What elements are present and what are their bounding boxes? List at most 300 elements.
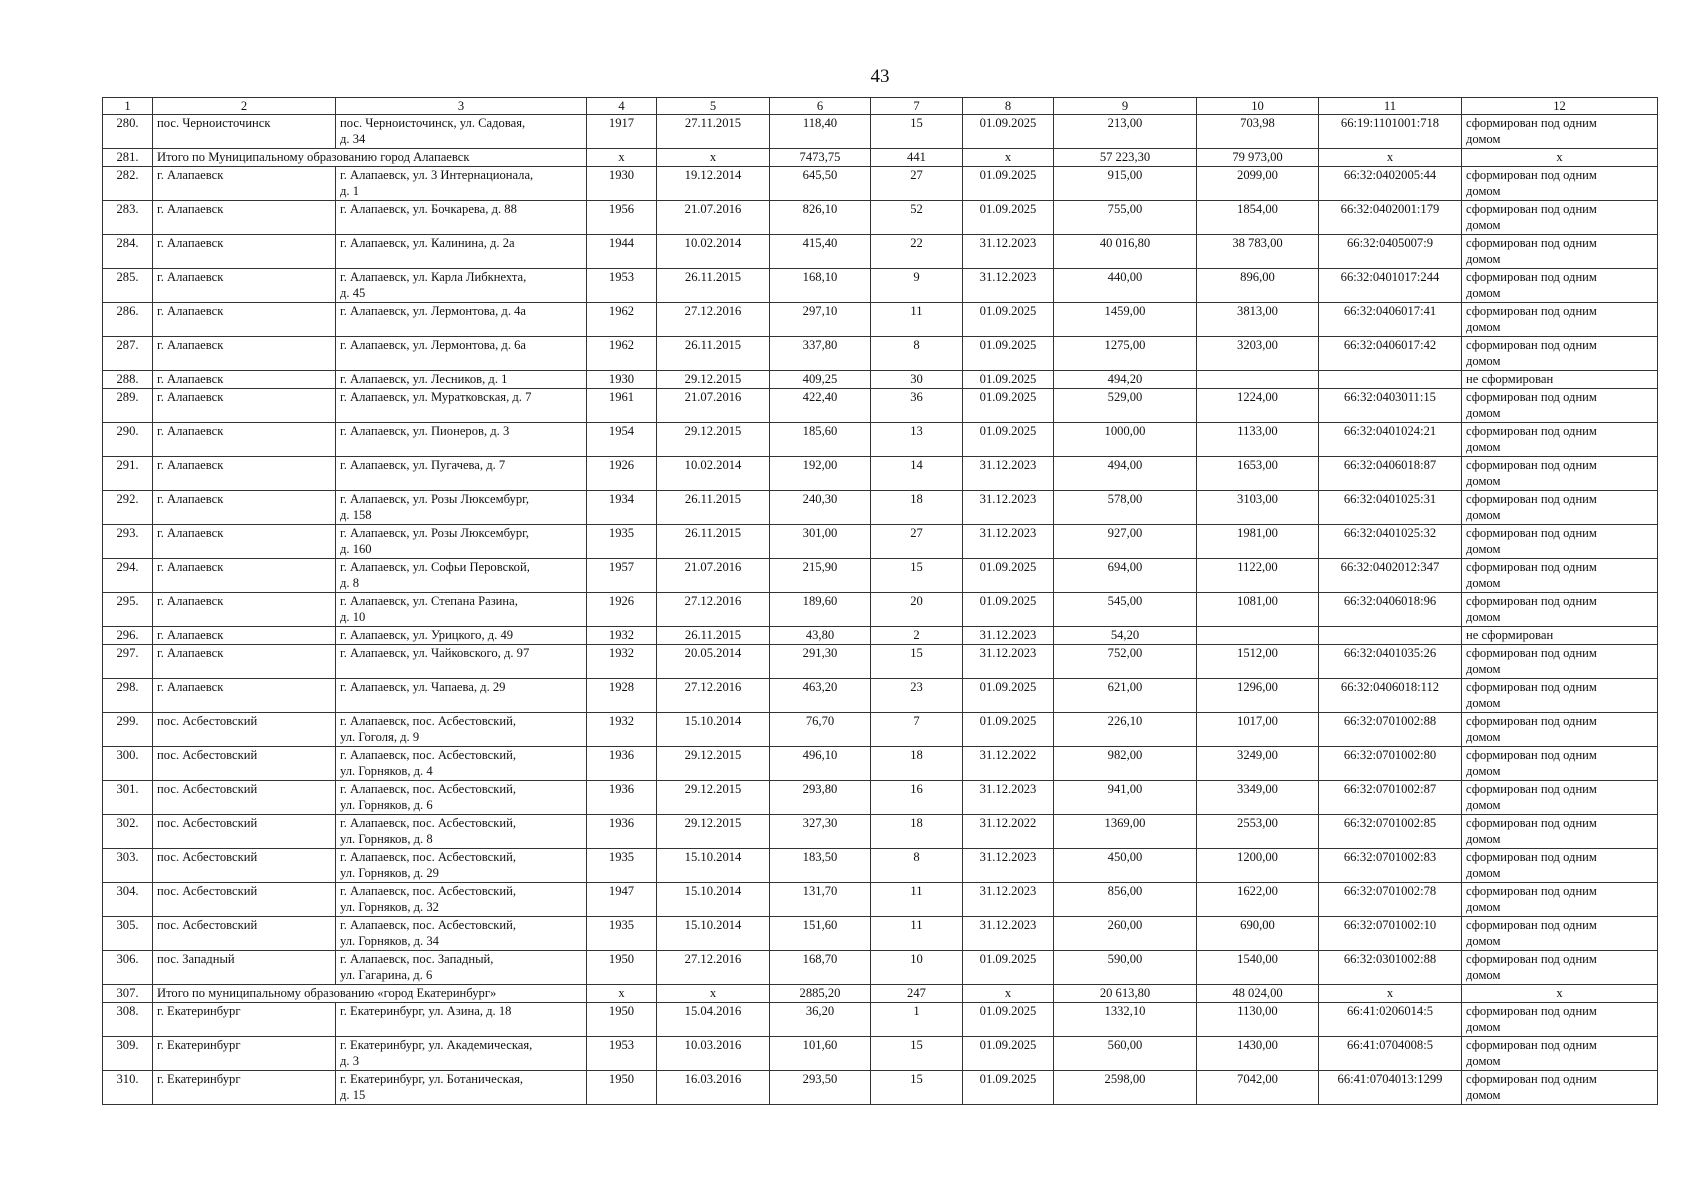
settlement-cell: пос. Асбестовский [153, 781, 336, 815]
deadline-cell: 01.09.2025 [963, 389, 1054, 423]
address-line: д. 1 [340, 184, 360, 198]
cadastre-cell: 66:32:0406017:41 [1319, 303, 1462, 337]
row-number: 283. [103, 201, 153, 235]
table-row [103, 1003, 1658, 1037]
date-cell: х [657, 149, 770, 167]
status-cell [1462, 627, 1658, 645]
year-cell: 1961 [587, 389, 657, 423]
deadline-cell: 01.09.2025 [963, 1071, 1054, 1105]
settlement-cell: г. Алапаевск [153, 371, 336, 389]
date-cell: 27.12.2016 [657, 951, 770, 985]
row-number: 289. [103, 389, 153, 423]
sum1-cell: 450,00 [1054, 849, 1197, 883]
year-cell: 1934 [587, 491, 657, 525]
status-cell [1462, 269, 1658, 303]
deadline-cell: 01.09.2025 [963, 1003, 1054, 1037]
status-line: домом [1466, 662, 1501, 676]
table-row [103, 1037, 1658, 1071]
table-row [103, 747, 1658, 781]
cadastre-cell: х [1319, 985, 1462, 1003]
address-line: ул. Горняков, д. 4 [340, 764, 433, 778]
settlement-cell: г. Алапаевск [153, 303, 336, 337]
address-line: г. Алапаевск, ул. Мурaтковская, д. 7 [340, 390, 532, 404]
table-row [103, 371, 1658, 389]
row-number: 307. [103, 985, 153, 1003]
settlement-cell: г. Алапаевск [153, 457, 336, 491]
table-row [103, 713, 1658, 747]
status-line: сформирован под одним [1466, 782, 1597, 796]
area-cell: 185,60 [770, 423, 871, 457]
address-line: д. 45 [340, 286, 366, 300]
status-line: домом [1466, 184, 1501, 198]
row-number: 297. [103, 645, 153, 679]
row-number: 281. [103, 149, 153, 167]
sum1-cell: 982,00 [1054, 747, 1197, 781]
address-cell [336, 525, 587, 559]
row-number: 282. [103, 167, 153, 201]
deadline-cell: 01.09.2025 [963, 337, 1054, 371]
deadline-cell: 01.09.2025 [963, 593, 1054, 627]
table-row [103, 303, 1658, 337]
status-line: домом [1466, 508, 1501, 522]
status-line: домом [1466, 968, 1501, 982]
subtotal-label: Итого по Муниципальному образованию город Алапаевск [153, 149, 587, 167]
sum2-cell: 896,00 [1197, 269, 1319, 303]
deadline-cell: 31.12.2023 [963, 645, 1054, 679]
status-line: домом [1466, 730, 1501, 744]
deadline-cell: 01.09.2025 [963, 371, 1054, 389]
table-row [103, 1071, 1658, 1105]
row-number: 305. [103, 917, 153, 951]
address-line: ул. Гагарина, д. 6 [340, 968, 433, 982]
area-cell: 240,30 [770, 491, 871, 525]
count-cell: 11 [871, 917, 963, 951]
status-cell: х [1462, 985, 1658, 1003]
column-number-cell: 5 [657, 98, 770, 115]
count-cell: 15 [871, 559, 963, 593]
address-line: г. Алапаевск, ул. Розы Люксембург, [340, 492, 530, 506]
status-line: домом [1466, 132, 1501, 146]
area-cell: 215,90 [770, 559, 871, 593]
table-row [103, 559, 1658, 593]
status-cell [1462, 917, 1658, 951]
settlement-cell: пос. Западный [153, 951, 336, 985]
table-row [103, 951, 1658, 985]
address-line: д. 160 [340, 542, 372, 556]
address-cell [336, 713, 587, 747]
housing-register-table [102, 97, 1658, 1105]
area-cell: 415,40 [770, 235, 871, 269]
table-row [103, 849, 1658, 883]
table-row [103, 423, 1658, 457]
row-number: 292. [103, 491, 153, 525]
cadastre-cell: 66:32:0401025:32 [1319, 525, 1462, 559]
sum1-cell: 752,00 [1054, 645, 1197, 679]
area-cell: 189,60 [770, 593, 871, 627]
deadline-cell: 01.09.2025 [963, 1037, 1054, 1071]
deadline-cell: 01.09.2025 [963, 559, 1054, 593]
column-number-cell: 1 [103, 98, 153, 115]
sum2-cell: 3203,00 [1197, 337, 1319, 371]
status-cell [1462, 115, 1658, 149]
column-number-cell: 3 [336, 98, 587, 115]
cadastre-cell: 66:32:0301002:88 [1319, 951, 1462, 985]
year-cell: 1957 [587, 559, 657, 593]
address-line: г. Алапаевск, ул. Чапаева, д. 29 [340, 680, 506, 694]
date-cell: 29.12.2015 [657, 423, 770, 457]
row-number: 306. [103, 951, 153, 985]
year-cell: 1947 [587, 883, 657, 917]
date-cell: 27.11.2015 [657, 115, 770, 149]
address-cell [336, 559, 587, 593]
table-row [103, 235, 1658, 269]
status-line: сформирован под одним [1466, 1038, 1597, 1052]
row-number: 295. [103, 593, 153, 627]
count-cell: 18 [871, 491, 963, 525]
area-cell: 101,60 [770, 1037, 871, 1071]
cadastre-cell: 66:32:0401035:26 [1319, 645, 1462, 679]
status-line: сформирован под одним [1466, 748, 1597, 762]
address-line: д. 8 [340, 576, 360, 590]
status-cell [1462, 645, 1658, 679]
table-row [103, 781, 1658, 815]
count-cell: 36 [871, 389, 963, 423]
cadastre-cell: 66:32:0403011:15 [1319, 389, 1462, 423]
status-line: сформирован под одним [1466, 560, 1597, 574]
date-cell: 26.11.2015 [657, 525, 770, 559]
table-row [103, 883, 1658, 917]
address-cell [336, 627, 587, 645]
sum2-cell [1197, 371, 1319, 389]
area-cell: 131,70 [770, 883, 871, 917]
status-cell [1462, 235, 1658, 269]
status-line: сформирован под одним [1466, 918, 1597, 932]
address-cell [336, 167, 587, 201]
count-cell: 8 [871, 337, 963, 371]
settlement-cell: пос. Асбестовский [153, 747, 336, 781]
sum1-cell: 578,00 [1054, 491, 1197, 525]
address-line: пос. Черноисточинск, ул. Садовая, [340, 116, 526, 130]
address-line: г. Алапаевск, пос. Асбестовский, [340, 714, 516, 728]
sum1-cell: 494,00 [1054, 457, 1197, 491]
address-line: г. Алапаевск, ул. Степана Разина, [340, 594, 518, 608]
status-line: сформирован под одним [1466, 884, 1597, 898]
sum2-cell: 3103,00 [1197, 491, 1319, 525]
sum2-cell: 1224,00 [1197, 389, 1319, 423]
column-number-cell: 9 [1054, 98, 1197, 115]
status-line: сформирован под одним [1466, 526, 1597, 540]
status-line: сформирован под одним [1466, 116, 1597, 130]
row-number: 309. [103, 1037, 153, 1071]
date-cell: 27.12.2016 [657, 303, 770, 337]
year-cell: 1932 [587, 627, 657, 645]
sum1-cell: 856,00 [1054, 883, 1197, 917]
date-cell: 29.12.2015 [657, 747, 770, 781]
address-line: г. Екатеринбург, ул. Академическая, [340, 1038, 533, 1052]
cadastre-cell: 66:32:0401017:244 [1319, 269, 1462, 303]
status-cell [1462, 781, 1658, 815]
settlement-cell: г. Екатеринбург [153, 1037, 336, 1071]
status-cell [1462, 849, 1658, 883]
address-cell [336, 115, 587, 149]
sum2-cell: 7042,00 [1197, 1071, 1319, 1105]
table-row [103, 115, 1658, 149]
area-cell: 36,20 [770, 1003, 871, 1037]
table-row [103, 645, 1658, 679]
sum1-cell: 621,00 [1054, 679, 1197, 713]
year-cell: 1935 [587, 525, 657, 559]
settlement-cell: г. Алапаевск [153, 491, 336, 525]
deadline-cell: 31.12.2023 [963, 457, 1054, 491]
sum1-cell: 40 016,80 [1054, 235, 1197, 269]
sum2-cell: 38 783,00 [1197, 235, 1319, 269]
sum2-cell: 1296,00 [1197, 679, 1319, 713]
deadline-cell: 01.09.2025 [963, 201, 1054, 235]
address-cell [336, 781, 587, 815]
address-cell [336, 491, 587, 525]
sum1-cell: 2598,00 [1054, 1071, 1197, 1105]
settlement-cell: г. Алапаевск [153, 645, 336, 679]
status-cell [1462, 457, 1658, 491]
column-number-cell: 11 [1319, 98, 1462, 115]
sum1-cell: 20 613,80 [1054, 985, 1197, 1003]
status-cell [1462, 679, 1658, 713]
status-line: домом [1466, 1020, 1501, 1034]
cadastre-cell: 66:32:0701002:88 [1319, 713, 1462, 747]
date-cell: 10.02.2014 [657, 457, 770, 491]
status-line: сформирован под одним [1466, 304, 1597, 318]
address-cell [336, 815, 587, 849]
address-line: г. Алапаевск, пос. Асбестовский, [340, 918, 516, 932]
settlement-cell: г. Алапаевск [153, 423, 336, 457]
year-cell: 1926 [587, 457, 657, 491]
status-line: сформирован под одним [1466, 458, 1597, 472]
address-line: ул. Горняков, д. 29 [340, 866, 439, 880]
sum2-cell: 1133,00 [1197, 423, 1319, 457]
cadastre-cell: 66:32:0406018:87 [1319, 457, 1462, 491]
cadastre-cell: 66:32:0406018:112 [1319, 679, 1462, 713]
row-number: 291. [103, 457, 153, 491]
row-number: 310. [103, 1071, 153, 1105]
table-row [103, 167, 1658, 201]
cadastre-cell: 66:32:0402001:179 [1319, 201, 1462, 235]
address-cell [336, 423, 587, 457]
cadastre-cell: 66:41:0704008:5 [1319, 1037, 1462, 1071]
count-cell: 11 [871, 303, 963, 337]
sum2-cell: 3249,00 [1197, 747, 1319, 781]
deadline-cell: 31.12.2022 [963, 815, 1054, 849]
status-line: домом [1466, 440, 1501, 454]
area-cell: 301,00 [770, 525, 871, 559]
count-cell: 10 [871, 951, 963, 985]
cadastre-cell: 66:32:0701002:83 [1319, 849, 1462, 883]
status-line: сформирован под одним [1466, 594, 1597, 608]
sum2-cell: 3349,00 [1197, 781, 1319, 815]
address-line: г. Алапаевск, ул. Лермонтова, д. 6а [340, 338, 527, 352]
date-cell: 27.12.2016 [657, 679, 770, 713]
status-line: домом [1466, 610, 1501, 624]
year-cell: 1953 [587, 269, 657, 303]
deadline-cell: 31.12.2023 [963, 781, 1054, 815]
status-line: домом [1466, 252, 1501, 266]
table-row [103, 525, 1658, 559]
page-number: 43 [870, 66, 890, 87]
sum1-cell: 694,00 [1054, 559, 1197, 593]
sum1-cell: 941,00 [1054, 781, 1197, 815]
table-row [103, 627, 1658, 645]
status-cell [1462, 1037, 1658, 1071]
address-cell [336, 593, 587, 627]
count-cell: 441 [871, 149, 963, 167]
year-cell: 1962 [587, 337, 657, 371]
settlement-cell: пос. Асбестовский [153, 815, 336, 849]
sum1-cell: 440,00 [1054, 269, 1197, 303]
year-cell: 1926 [587, 593, 657, 627]
area-cell: 291,30 [770, 645, 871, 679]
date-cell: х [657, 985, 770, 1003]
status-line: домом [1466, 900, 1501, 914]
year-cell: 1936 [587, 781, 657, 815]
deadline-cell: х [963, 149, 1054, 167]
deadline-cell: 31.12.2023 [963, 491, 1054, 525]
subtotal-label: Итого по муниципальному образованию «город Екатеринбург» [153, 985, 587, 1003]
settlement-cell: пос. Асбестовский [153, 917, 336, 951]
status-line: сформирован под одним [1466, 714, 1597, 728]
address-line: ул. Горняков, д. 8 [340, 832, 433, 846]
date-cell: 29.12.2015 [657, 371, 770, 389]
year-cell: 1935 [587, 917, 657, 951]
status-line: сформирован под одним [1466, 1072, 1597, 1086]
area-cell: 826,10 [770, 201, 871, 235]
date-cell: 26.11.2015 [657, 627, 770, 645]
date-cell: 26.11.2015 [657, 269, 770, 303]
row-number: 300. [103, 747, 153, 781]
sum1-cell: 1369,00 [1054, 815, 1197, 849]
year-cell: 1950 [587, 1071, 657, 1105]
sum2-cell: 1540,00 [1197, 951, 1319, 985]
area-cell: 192,00 [770, 457, 871, 491]
row-number: 290. [103, 423, 153, 457]
address-cell [336, 849, 587, 883]
sum1-cell: 1459,00 [1054, 303, 1197, 337]
count-cell: 2 [871, 627, 963, 645]
deadline-cell: 31.12.2023 [963, 627, 1054, 645]
deadline-cell: 01.09.2025 [963, 115, 1054, 149]
cadastre-cell: 66:32:0701002:80 [1319, 747, 1462, 781]
address-cell [336, 1003, 587, 1037]
address-line: г. Алапаевск, ул. Софьи Перовской, [340, 560, 530, 574]
address-cell [336, 679, 587, 713]
count-cell: 13 [871, 423, 963, 457]
status-line: сформирован под одним [1466, 850, 1597, 864]
address-cell [336, 951, 587, 985]
sum1-cell: 560,00 [1054, 1037, 1197, 1071]
year-cell: 1935 [587, 849, 657, 883]
address-line: г. Алапаевск, ул. Карла Либкнехта, [340, 270, 527, 284]
address-line: г. Алапаевск, ул. Розы Люксембург, [340, 526, 530, 540]
count-cell: 11 [871, 883, 963, 917]
count-cell: 20 [871, 593, 963, 627]
cadastre-cell: 66:32:0402012:347 [1319, 559, 1462, 593]
cadastre-cell: 66:41:0704013:1299 [1319, 1071, 1462, 1105]
deadline-cell: 31.12.2023 [963, 849, 1054, 883]
date-cell: 26.11.2015 [657, 337, 770, 371]
address-cell [336, 201, 587, 235]
cadastre-cell [1319, 371, 1462, 389]
address-cell [336, 645, 587, 679]
area-cell: 645,50 [770, 167, 871, 201]
status-line: сформирован под одним [1466, 1004, 1597, 1018]
sum1-cell: 1275,00 [1054, 337, 1197, 371]
row-number: 299. [103, 713, 153, 747]
area-cell: 168,70 [770, 951, 871, 985]
deadline-cell: 01.09.2025 [963, 167, 1054, 201]
date-cell: 15.04.2016 [657, 1003, 770, 1037]
status-cell [1462, 525, 1658, 559]
status-cell [1462, 371, 1658, 389]
cadastre-cell: 66:32:0701002:78 [1319, 883, 1462, 917]
status-line: домом [1466, 934, 1501, 948]
settlement-cell: пос. Асбестовский [153, 883, 336, 917]
sum1-cell: 57 223,30 [1054, 149, 1197, 167]
sum2-cell: 1130,00 [1197, 1003, 1319, 1037]
year-cell: 1936 [587, 747, 657, 781]
year-cell: 1928 [587, 679, 657, 713]
count-cell: 27 [871, 525, 963, 559]
address-line: д. 15 [340, 1088, 366, 1102]
status-cell [1462, 747, 1658, 781]
settlement-cell: г. Екатеринбург [153, 1071, 336, 1105]
address-cell [336, 337, 587, 371]
date-cell: 15.10.2014 [657, 883, 770, 917]
row-number: 284. [103, 235, 153, 269]
status-cell [1462, 423, 1658, 457]
year-cell: х [587, 149, 657, 167]
date-cell: 21.07.2016 [657, 201, 770, 235]
address-line: ул. Горняков, д. 6 [340, 798, 433, 812]
address-line: д. 34 [340, 132, 366, 146]
status-line: домом [1466, 320, 1501, 334]
count-cell: 9 [871, 269, 963, 303]
column-number-cell: 6 [770, 98, 871, 115]
year-cell: 1932 [587, 713, 657, 747]
year-cell: 1953 [587, 1037, 657, 1071]
area-cell: 168,10 [770, 269, 871, 303]
status-cell [1462, 491, 1658, 525]
address-line: г. Екатеринбург, ул. Азина, д. 18 [340, 1004, 512, 1018]
year-cell: 1932 [587, 645, 657, 679]
settlement-cell: пос. Асбестовский [153, 849, 336, 883]
year-cell: 1936 [587, 815, 657, 849]
column-number-cell: 12 [1462, 98, 1658, 115]
count-cell: 18 [871, 747, 963, 781]
status-line: домом [1466, 696, 1501, 710]
status-line: сформирован под одним [1466, 390, 1597, 404]
table-row [103, 457, 1658, 491]
deadline-cell: 01.09.2025 [963, 303, 1054, 337]
table-body [103, 98, 1658, 1105]
status-cell [1462, 951, 1658, 985]
area-cell: 327,30 [770, 815, 871, 849]
deadline-cell: 31.12.2023 [963, 883, 1054, 917]
cadastre-cell: 66:32:0701002:10 [1319, 917, 1462, 951]
table-row [103, 269, 1658, 303]
address-line: г. Алапаевск, пос. Асбестовский, [340, 884, 516, 898]
status-line: сформирован под одним [1466, 236, 1597, 250]
cadastre-cell: 66:32:0701002:87 [1319, 781, 1462, 815]
table-row [103, 917, 1658, 951]
year-cell: 1954 [587, 423, 657, 457]
